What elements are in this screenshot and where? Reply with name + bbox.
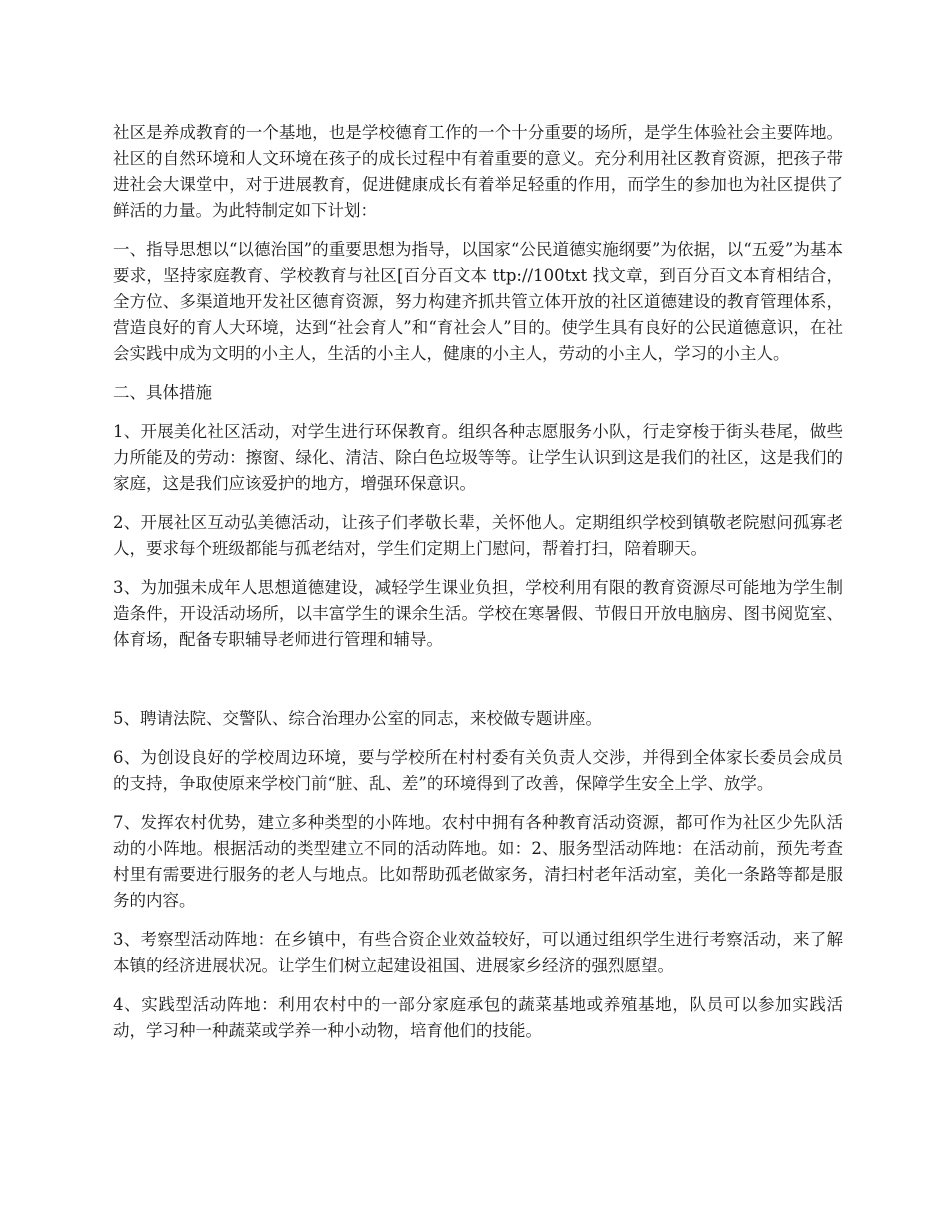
measure-5-paragraph: 5、聘请法院、交警队、综合治理办公室的同志，来校做专题讲座。 [113,709,602,728]
intro-paragraph: 社区是养成教育的一个基地，也是学校德育工作的一个十分重要的场所，是学生体验社会主要阵地。社区的自然环境和人文环境在孩子的成长过程中有着重要的意义。充分利用社区教育资源，把孩子带进社会大课堂中，对于进展教育，促进健康成长有着举足轻重的作用，而学生的参加也为社区提供了鲜活的力量。为此特制定如下计划： [113,123,843,220]
measure-2-paragraph: 2、开展社区互动弘美德活动，让孩子们孝敬长辈，关怀他人。定期组织学校到镇敬老院慰问孤寡老人，要求每个班级都能与孤老结对，学生们定期上门慰问，帮着打扫，陪着聊天。 [113,513,843,558]
measure-7-paragraph: 7、发挥农村优势，建立多种类型的小阵地。农村中拥有各种教育活动资源，都可作为社区少先队活动的小阵地。根据活动的类型建立不同的活动阵地。如：2、服务型活动阵地：在活动前，预先考查村里有需要进行服务的老人与地点。比如帮助孤老做家务，清扫村老年活动室，美化一条路等都是服务的内容。 [113,813,843,910]
document-page [113,120,843,1057]
guiding-ideology-paragraph: 一、指导思想以“以德治国”的重要思想为指导，以国家“公民道德实施纲要”为依据，以“五爱”为基本要求，坚持家庭教育、学校教育与社区[百分百文本 ttp://100txt 找文章，到百分百文本育相结合，全方位、多渠道地开发社区德育资源，努力构建齐抓共管立体开放的社区道德建设的教育管理体系，营造良好的育人大环境，达到“社会育人”和“育社会人”目的。使学生具有良好的公民道德意识，在社会实践中成为文明的小主人，生活的小主人，健康的小主人，劳动的小主人，学习的小主人。 [113,240,843,363]
section-heading-measures: 二、具体措施 [113,383,212,402]
measure-3-paragraph: 3、为加强未成年人思想道德建设，减轻学生课业负担，学校利用有限的教育资源尽可能地为学生制造条件，开设活动场所，以丰富学生的课余生活。学校在寒暑假、节假日开放电脑房、图书阅览室、体育场，配备专职辅导老师进行管理和辅导。 [113,578,843,649]
inspection-base-paragraph: 3、考察型活动阵地：在乡镇中，有些合资企业效益较好，可以通过组织学生进行考察活动，来了解本镇的经济进展状况。让学生们树立起建设祖国、进展家乡经济的强烈愿望。 [113,930,843,975]
measure-1-paragraph: 1、开展美化社区活动，对学生进行环保教育。组织各种志愿服务小队，行走穿梭于街头巷尾，做些力所能及的劳动：擦窗、绿化、清洁、除白色垃圾等等。让学生认识到这是我们的社区，这是我们的家庭，这是我们应该爱护的地方，增强环保意识。 [113,422,843,493]
practice-base-paragraph: 4、实践型活动阵地：利用农村中的一部分家庭承包的蔬菜基地或养殖基地，队员可以参加实践活动，学习种一种蔬菜或学养一种小动物，培育他们的技能。 [113,995,843,1040]
blank-gap [113,666,843,706]
measure-6-paragraph: 6、为创设良好的学校周边环境，要与学校所在村村委有关负责人交涉，并得到全体家长委员会成员的支持，争取使原来学校门前“脏、乱、差”的环境得到了改善，保障学生安全上学、放学。 [113,748,843,793]
